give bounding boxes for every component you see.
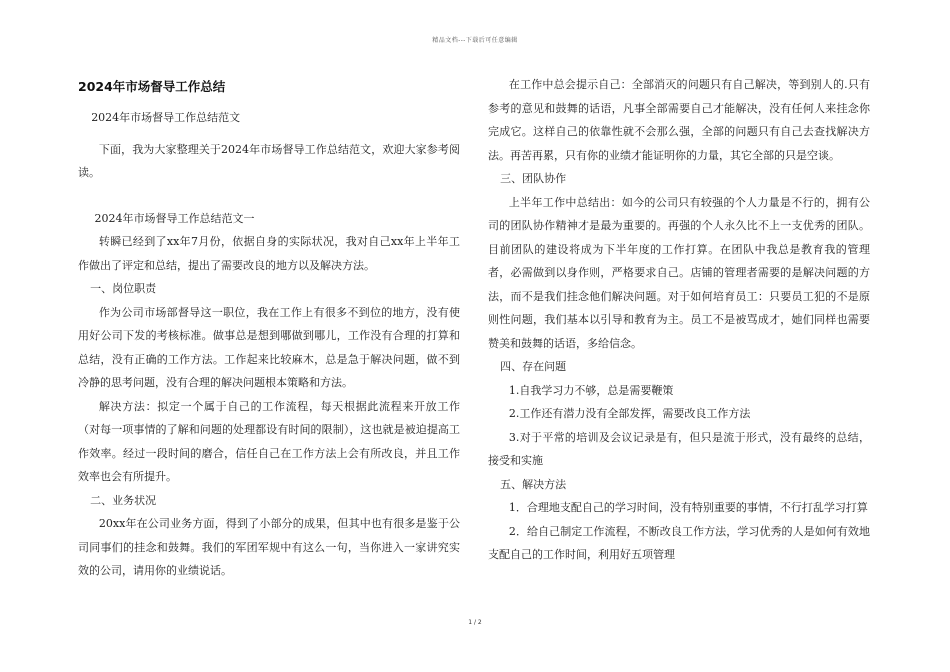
problem-item-3: 3.对于平常的培训及会议记录是有，但只是流于形式，没有最终的总结，接受和实施 — [488, 430, 870, 467]
spacer — [78, 185, 460, 207]
paragraph-business: 20xx年在公司业务方面，得到了小部分的成果，但其中也有很多是鉴于公司同事们的挂念和鼓舞。我们的军团军规中有这么一句，当你进入一家讲究实效的公司，请用你的业绩说话。 — [78, 517, 460, 577]
section-heading-teamwork: 三、团队协作 — [500, 172, 567, 185]
section-heading-problems: 四、存在问题 — [500, 360, 567, 373]
solution-item-1: 1．合理地支配自己的学习时间，没有特别重要的事情，不行打乱学习打算 — [508, 501, 868, 514]
intro-paragraph: 下面，我为大家整理关于2024年市场督导工作总结范文，欢迎大家参考阅读。 — [78, 142, 460, 179]
section-heading-solutions: 五、解决方法 — [500, 477, 567, 491]
document-title: 2024年市场督导工作总结 — [78, 79, 226, 94]
article-title: 2024年市场督导工作总结范文一 — [94, 211, 255, 225]
page-header: 精品文档---下载后可任意编辑 — [432, 37, 518, 44]
page-number: 1 / 2 — [468, 619, 482, 626]
paragraph-duties: 作为公司市场部督导这一职位，我在工作上有很多不到位的地方，没有使用好公司下发的考核标准。做事总是想到哪做到哪儿，工作没有合理的打算和总结，没有正确的工作方法。工作起来比较麻木，总是急于解决问题，做不到冷静的思考问题，没有合理的解决问题根本策略和方法。 — [78, 305, 460, 389]
problem-item-2: 2.工作还有潜力没有全部发挥，需要改良工作方法 — [508, 407, 751, 420]
paragraph-self-reliance: 在工作中总会提示自己：全部消灭的问题只有自己解决，等到别人的.只有参考的意见和鼓舞的话语，凡事全部需要自己才能解决，没有任何人来挂念你完成它。这样自己的依靠性就不会那么强，全部的问题只有自己去查找解决方法。再苦再累，只有你的业绩才能证明你的力量，其它全部的只是空谈。 — [488, 78, 870, 162]
paragraph-teamwork: 上半年工作中总结出：如今的公司只有较强的个人力量是不行的，拥有公司的团队协作精神才是最为重要的。再强的个人永久比不上一支优秀的团队。目前团队的建设将成为下半年度的工作打算。在团队中我总是教育我的管理者，必需做到以身作则，严格要求自己。店铺的管理者需要的是解决问题的方法，而不是我们挂念他们解决问题。对于如何培育员工：只要员工犯的不是原则性问题，我们基本以引导和教育为主。员工不是被骂成才，她们同样也需要赞美和鼓舞的话语，多给信念。 — [488, 195, 870, 350]
solution-item-2: 2．给自己制定工作流程，不断改良工作方法，学习优秀的人是如何有效地支配自己的工作时间，利用好五项管理 — [488, 524, 870, 561]
document-subtitle: 2024年市场督导工作总结范文 — [91, 111, 241, 124]
section-heading-duties: 一、岗位职责 — [90, 282, 157, 295]
right-column — [488, 73, 870, 567]
problem-item-1: 1.自我学习力不够，总是需要鞭策 — [508, 383, 674, 397]
left-column — [78, 72, 460, 583]
paragraph-intro-review: 转瞬已经到了xx年7月份，依据自身的实际状况，我对自己xx年上半年工作做出了评定和总结，提出了需要改良的地方以及解决方法。 — [78, 235, 460, 272]
section-heading-business: 二、业务状况 — [90, 493, 157, 507]
paragraph-duties-solution: 解决方法：拟定一个属于自己的工作流程，每天根据此流程来开放工作（对每一项事情的了解和问题的处理都设有时间的限制），这也就是被迫提高工作效率。经过一段时间的磨合，信任自己在工作方法上会有所改良，并且工作效率也会有所提升。 — [78, 399, 460, 483]
